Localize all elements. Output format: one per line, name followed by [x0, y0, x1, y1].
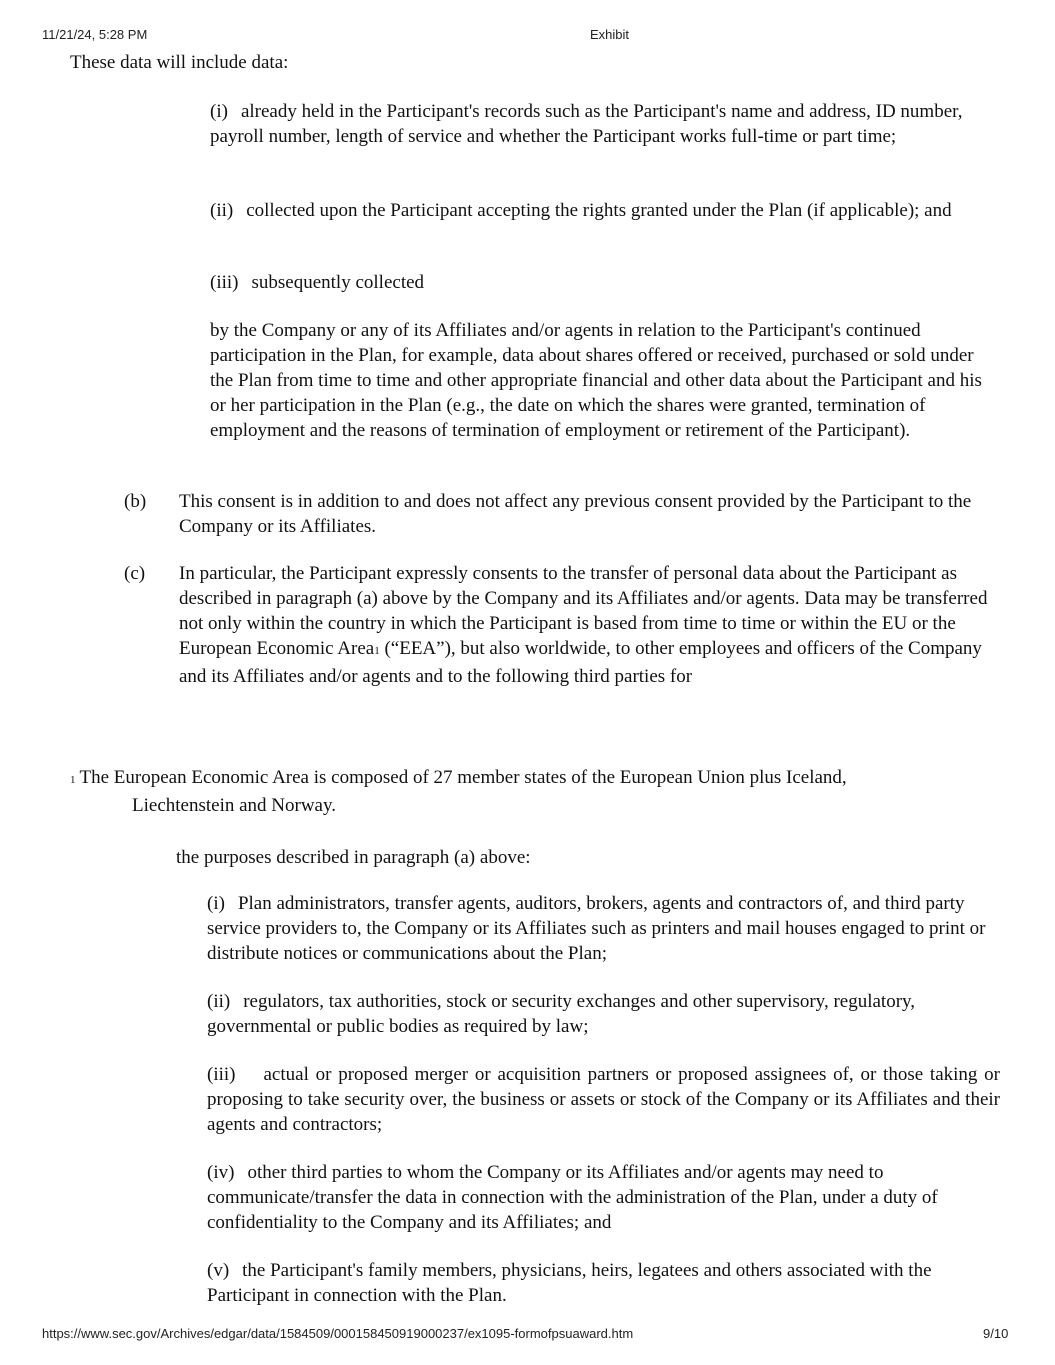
footnote-marker: 1 [70, 774, 76, 786]
footnote-text: The European Economic Area is composed of 27 member states of the European Union plus Iceland, Liechtenstein and Norway. [79, 767, 847, 816]
list-marker: (i) [207, 893, 225, 914]
paragraph-c-text-continued: (“EEA”), but also worldwide, to other employees and officers of the Company and its Affiliates and/or agents and to the following third parties for [179, 638, 982, 687]
list-item-text: Plan administrators, transfer agents, auditors, brokers, agents and contractors of, and third party service providers to, the Company or its Affiliates such as printers and mail houses engaged to print or distribute notices or communications about the Plan; [207, 893, 986, 964]
paragraph-c-text: In particular, the Participant expressly consents to the transfer of personal data about the Participant as described in paragraph (a) above by the Company and its Affiliates and/or agents. Data may be transferred not only within the country in which the Participant is based from time to time or within the EU or the European Economic Area [179, 563, 988, 659]
list-item-text: subsequently collected [251, 272, 425, 293]
list-marker: (iv) [207, 1162, 235, 1183]
footnote-reference: 1 [374, 645, 380, 657]
list-item [210, 198, 1000, 223]
list-item [207, 1062, 1000, 1137]
paragraph-marker-b: (b) [124, 491, 147, 512]
list-item [210, 270, 1000, 295]
list-item [207, 1160, 1000, 1235]
list-item-text: other third parties to whom the Company or its Affiliates and/or agents may need to communicate/transfer the data in connection with the administration of the Plan, under a duty of confidentiality to the Company and its Affiliates; and [207, 1162, 938, 1233]
list-marker: (i) [210, 101, 228, 122]
list-item [207, 1258, 1000, 1308]
list-item-text: regulators, tax authorities, stock or security exchanges and other supervisory, regulatory, governmental or public bodies as required by law; [207, 991, 916, 1037]
print-datetime: 11/21/24, 5:28 PM [42, 27, 148, 42]
paragraph-marker-c: (c) [124, 563, 146, 584]
footnote [70, 765, 950, 818]
list-item-text: actual or proposed merger or acquisition partners or proposed assignees of, or those taking or proposing to take security over, the business or assets or stock of the Company or its Affiliates and their agents and contractors; [207, 1064, 1000, 1135]
purposes-intro: the purposes described in paragraph (a) above: [176, 847, 531, 868]
list-marker: (iii) [207, 1064, 236, 1085]
list-item-text: collected upon the Participant accepting the rights granted under the Plan (if applicable); and [246, 200, 952, 221]
page-number: 9/10 [983, 1326, 1009, 1341]
list-item-text: the Participant's family members, physicians, heirs, legatees and others associated with the Participant in connection with the Plan. [207, 1260, 932, 1306]
intro-text: These data will include data: [70, 52, 289, 73]
paragraph-c [179, 561, 1001, 689]
source-url: https://www.sec.gov/Archives/edgar/data/1584509/000158450919000237/ex1095-formofpsuaward.htm [42, 1326, 634, 1341]
list-marker: (iii) [210, 272, 239, 293]
list-item-text: already held in the Participant's records such as the Participant's name and address, ID number, payroll number, length of service and whether the Participant works full-time or part time; [210, 101, 963, 147]
list-item [210, 99, 1000, 149]
list-item [207, 989, 1000, 1039]
list-marker: (ii) [207, 991, 231, 1012]
paragraph-b: This consent is in addition to and does not affect any previous consent provided by the Participant to the Company or its Affiliates. [179, 491, 972, 537]
list-marker: (ii) [210, 200, 234, 221]
page-title: Exhibit [590, 27, 630, 42]
list-item [207, 891, 1000, 966]
list-marker: (v) [207, 1260, 230, 1281]
continuation-paragraph: by the Company or any of its Affiliates and/or agents in relation to the Participant's continued participation in the Plan, for example, data about shares offered or received, purchased or sold under the Plan from time to time and other appropriate financial and other data about the Participant and his or her participation in the Plan (e.g., the date on which the shares were granted, termination of employment and the reasons of termination of employment or retirement of the Participant). [210, 320, 982, 441]
